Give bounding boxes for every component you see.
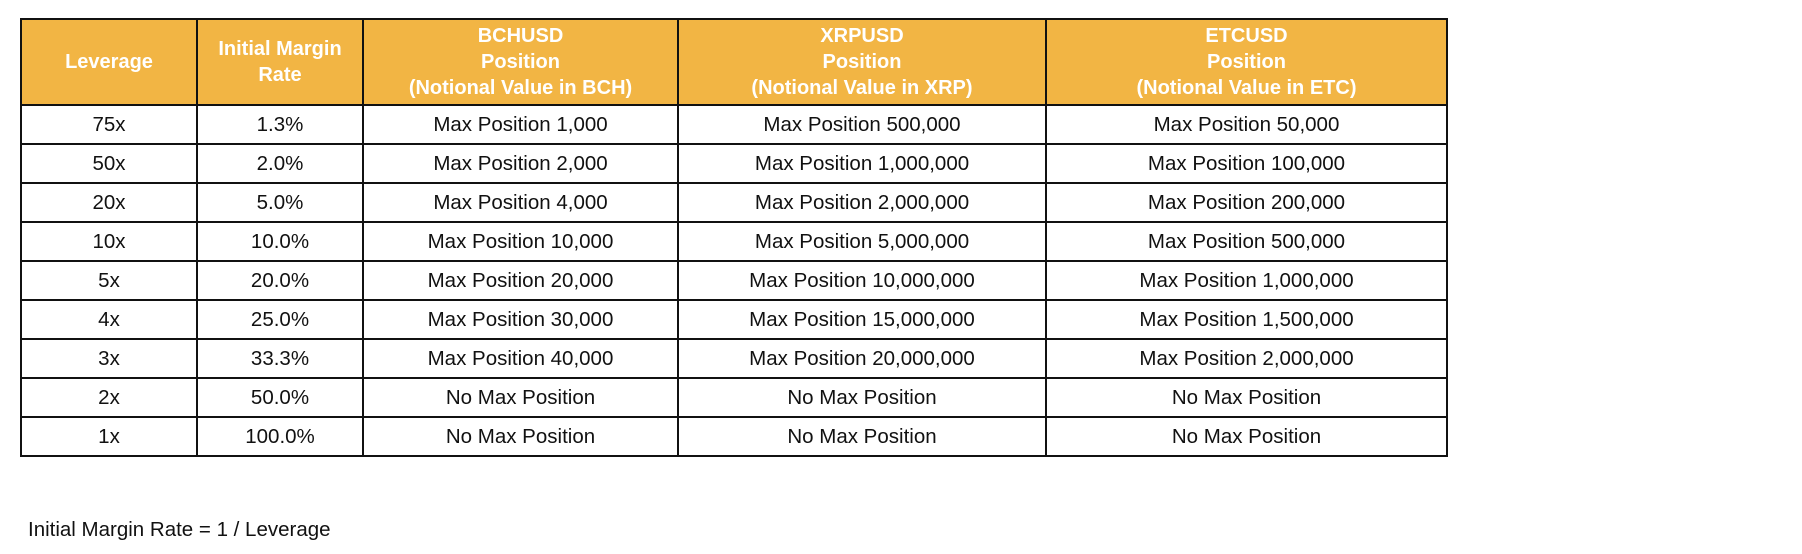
xrpusd-header — [678, 19, 1046, 105]
initial-margin-rate-cell: 50.0% — [197, 378, 363, 417]
initial-margin-rate-cell: 5.0% — [197, 183, 363, 222]
header-line: (Notional Value in BCH) — [408, 77, 633, 99]
xrpusd-position-cell: No Max Position — [678, 417, 1046, 456]
table-row — [21, 183, 1447, 222]
leverage-cell: 2x — [21, 378, 197, 417]
leverage-cell: 4x — [21, 300, 197, 339]
header-row — [21, 19, 1447, 105]
leverage-cell: 75x — [21, 105, 197, 144]
header-line: ETCUSD — [1205, 25, 1288, 47]
bchusd-position-cell: Max Position 10,000 — [363, 222, 678, 261]
header-line: Rate — [258, 64, 302, 86]
initial-margin-rate-cell: 20.0% — [197, 261, 363, 300]
table-row — [21, 261, 1447, 300]
table-row — [21, 339, 1447, 378]
xrpusd-position-cell: Max Position 5,000,000 — [678, 222, 1046, 261]
bchusd-header — [363, 19, 678, 105]
bchusd-position-cell: No Max Position — [363, 417, 678, 456]
etcusd-header — [1046, 19, 1447, 105]
bchusd-position-cell: Max Position 20,000 — [363, 261, 678, 300]
initial-margin-rate-cell: 100.0% — [197, 417, 363, 456]
leverage-cell: 3x — [21, 339, 197, 378]
leverage-cell: 1x — [21, 417, 197, 456]
xrpusd-position-cell: Max Position 2,000,000 — [678, 183, 1046, 222]
bchusd-position-cell: Max Position 4,000 — [363, 183, 678, 222]
initial-margin-rate-cell: 33.3% — [197, 339, 363, 378]
bchusd-position-cell: No Max Position — [363, 378, 678, 417]
leverage-cell: 50x — [21, 144, 197, 183]
etcusd-position-cell: Max Position 1,000,000 — [1046, 261, 1447, 300]
etcusd-position-cell: Max Position 200,000 — [1046, 183, 1447, 222]
etcusd-position-cell: Max Position 1,500,000 — [1046, 300, 1447, 339]
etcusd-position-cell: Max Position 2,000,000 — [1046, 339, 1447, 378]
xrpusd-position-cell: Max Position 1,000,000 — [678, 144, 1046, 183]
bchusd-position-cell: Max Position 2,000 — [363, 144, 678, 183]
table-row — [21, 378, 1447, 417]
etcusd-position-cell: No Max Position — [1046, 417, 1447, 456]
initial-margin-rate-cell: 2.0% — [197, 144, 363, 183]
initial-margin-rate-header — [197, 19, 363, 105]
leverage-cell: 10x — [21, 222, 197, 261]
header-line: Position — [1207, 51, 1286, 73]
table-row — [21, 417, 1447, 456]
table-row — [21, 144, 1447, 183]
xrpusd-position-cell: Max Position 10,000,000 — [678, 261, 1046, 300]
table-body — [21, 105, 1447, 456]
xrpusd-position-cell: Max Position 15,000,000 — [678, 300, 1046, 339]
table-row — [21, 222, 1447, 261]
leverage-header — [21, 19, 197, 105]
initial-margin-rate-cell: 25.0% — [197, 300, 363, 339]
header-line: Position — [822, 51, 902, 73]
footnote: Initial Margin Rate = 1 / Leverage — [28, 518, 331, 541]
table-header — [21, 19, 1447, 105]
header-line: XRPUSD — [820, 25, 904, 47]
bchusd-position-cell: Max Position 30,000 — [363, 300, 678, 339]
header-line: (Notional Value in ETC) — [1136, 77, 1357, 99]
header-line: Position — [481, 51, 560, 73]
etcusd-position-cell: Max Position 500,000 — [1046, 222, 1447, 261]
header-line: (Notional Value in XRP) — [751, 77, 973, 99]
header-line: BCHUSD — [477, 25, 564, 47]
header-line: Leverage — [65, 51, 153, 73]
bchusd-position-cell: Max Position 1,000 — [363, 105, 678, 144]
xrpusd-position-cell: Max Position 20,000,000 — [678, 339, 1046, 378]
xrpusd-position-cell: No Max Position — [678, 378, 1046, 417]
margin-table — [20, 18, 1448, 457]
initial-margin-rate-cell: 1.3% — [197, 105, 363, 144]
leverage-cell: 5x — [21, 261, 197, 300]
table-row — [21, 300, 1447, 339]
initial-margin-rate-cell: 10.0% — [197, 222, 363, 261]
leverage-cell: 20x — [21, 183, 197, 222]
xrpusd-position-cell: Max Position 500,000 — [678, 105, 1046, 144]
table-row — [21, 105, 1447, 144]
etcusd-position-cell: Max Position 100,000 — [1046, 144, 1447, 183]
etcusd-position-cell: Max Position 50,000 — [1046, 105, 1447, 144]
etcusd-position-cell: No Max Position — [1046, 378, 1447, 417]
header-line: Initial Margin — [218, 38, 342, 60]
bchusd-position-cell: Max Position 40,000 — [363, 339, 678, 378]
